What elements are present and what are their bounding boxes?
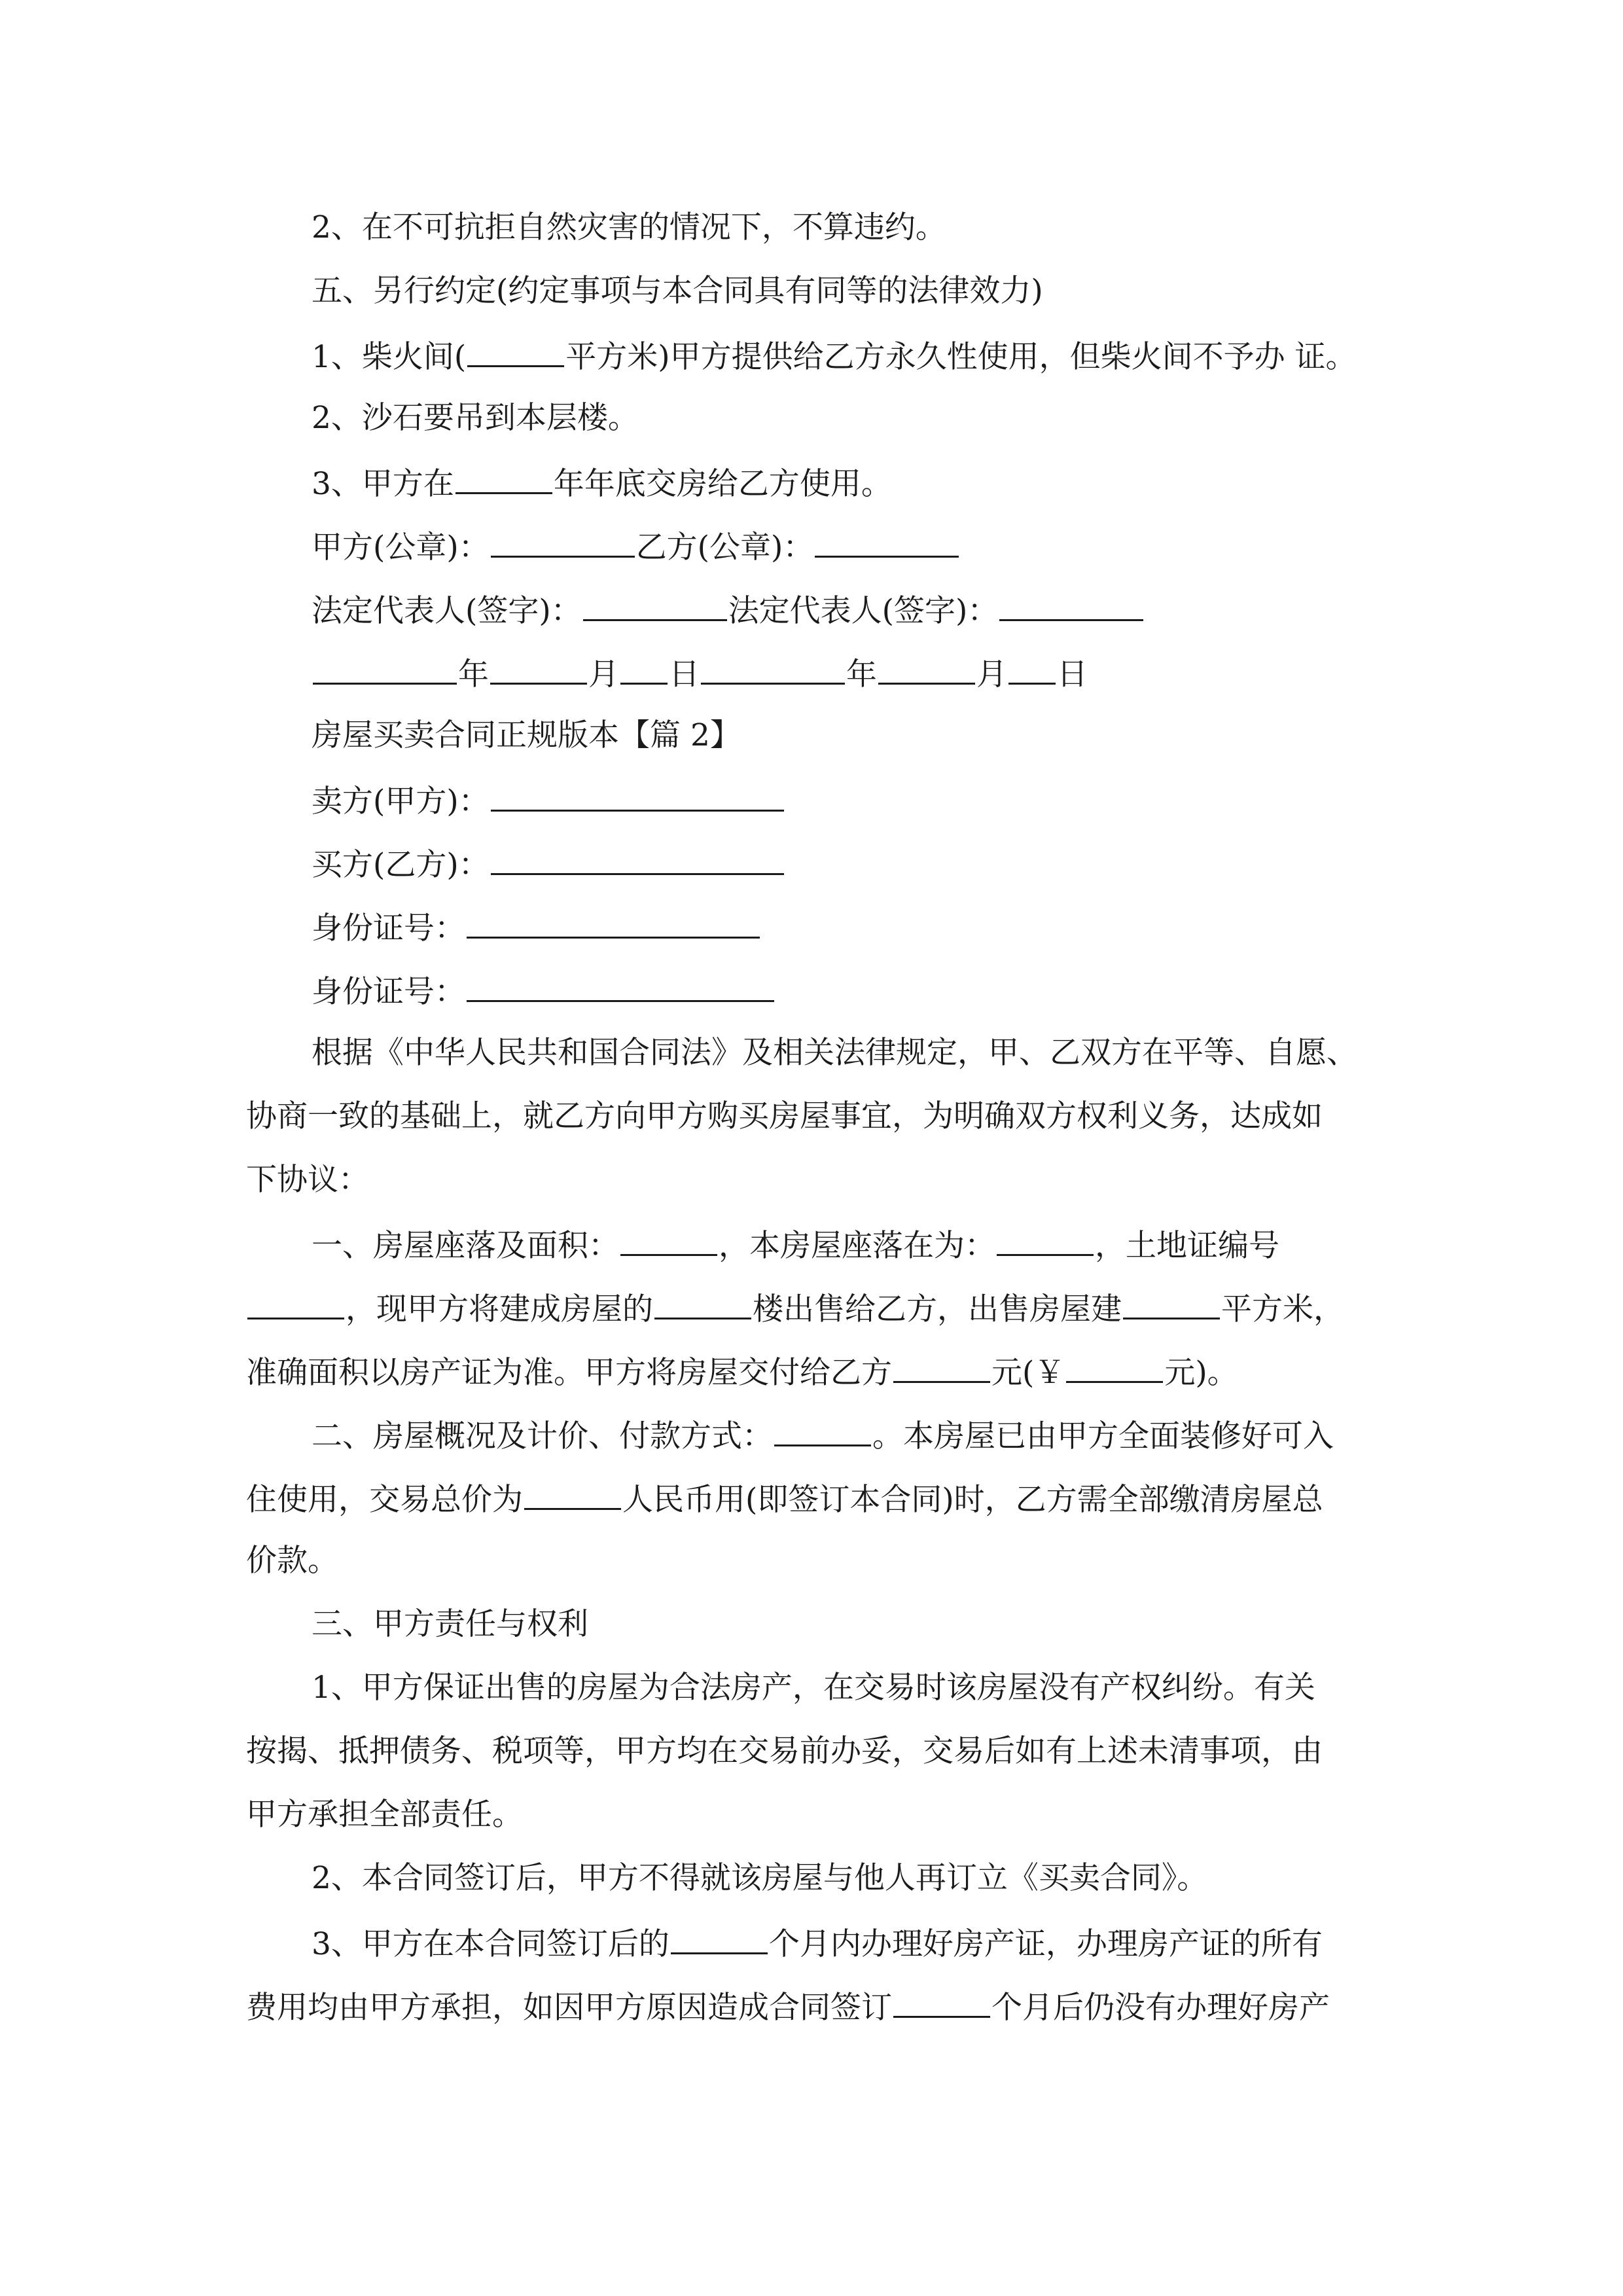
text-line: [312, 589, 1145, 631]
line-text: 二、房屋概况及计价、付款方式：: [312, 1418, 773, 1454]
blank-field: [467, 970, 774, 1002]
text-line: [312, 843, 785, 885]
section-heading: [312, 1605, 588, 1644]
line-text: ，土地证编号: [1095, 1228, 1279, 1264]
text-line: [246, 1986, 1330, 2028]
blank-field: [491, 780, 784, 812]
text-line: [312, 208, 946, 247]
blank-field: [1123, 1287, 1220, 1319]
text-line: [246, 1351, 1238, 1393]
line-text: 根据《中华人民共和国合同法》及相关法律规定，甲、乙双方在平等、自愿、: [312, 1035, 1357, 1071]
text-line: [312, 1033, 1357, 1073]
line-text: 住使用，交易总价为: [246, 1482, 523, 1518]
line-text: 准确面积以房产证为准。甲方将房屋交付给乙方: [246, 1355, 892, 1391]
text-line: [312, 906, 761, 948]
blank-field: [671, 1922, 768, 1954]
line-text: 法定代表人(签字)：: [728, 593, 999, 629]
blank-field: [701, 653, 845, 685]
line-text: 1、柴火间(: [312, 339, 467, 375]
blank-field: [893, 1986, 990, 2018]
text-line: [312, 1922, 1323, 1964]
line-text: 价款。: [246, 1543, 338, 1579]
line-text: 协商一致的基础上，就乙方向甲方购买房屋事宜，为明确双方权利义务，达成如: [246, 1098, 1323, 1134]
blank-field: [583, 589, 727, 621]
line-text: 乙方(公章)：: [635, 529, 814, 565]
line-text: 房屋买卖合同正规版本【篇 2】: [312, 717, 741, 753]
line-text: 年: [846, 656, 877, 692]
text-line: [312, 272, 1043, 311]
line-text: 楼出售给乙方，出售房屋建: [753, 1291, 1122, 1327]
text-line: [312, 1414, 1334, 1456]
text-line: [312, 970, 776, 1012]
blank-field: [490, 653, 587, 685]
blank-field: [467, 906, 760, 939]
line-text: 个月后仍没有办理好房产: [991, 1990, 1330, 2026]
text-line: [246, 1732, 1323, 1771]
line-text: 年年底交房给乙方使用。: [553, 466, 892, 502]
blank-field: [455, 462, 552, 494]
line-text: 3、甲方在: [312, 466, 454, 502]
blank-field: [815, 526, 959, 558]
line-text: 卖方(甲方)：: [312, 783, 490, 819]
text-line: [246, 1541, 338, 1581]
line-text: ，本房屋座落在为：: [719, 1228, 995, 1264]
line-text: 平方米，: [1221, 1291, 1344, 1327]
line-text: 月: [976, 656, 1007, 692]
section-title: [312, 716, 741, 755]
line-text: 3、甲方在本合同签订后的: [312, 1926, 669, 1962]
blank-field: [654, 1287, 751, 1319]
line-text: 月: [588, 656, 619, 692]
line-text: 费用均由甲方承担，如因甲方原因造成合同签订: [246, 1990, 892, 2026]
line-text: 1、甲方保证出售的房屋为合法房产，在交易时该房屋没有产权纠纷。有关: [312, 1670, 1315, 1706]
line-text: 三、甲方责任与权利: [312, 1606, 588, 1642]
line-text: 身份证号：: [312, 910, 465, 946]
text-line: [312, 399, 639, 438]
text-line: [312, 1224, 1279, 1266]
line-text: 。本房屋已由甲方全面装修好可入: [872, 1418, 1334, 1454]
line-text: ，现甲方将建成房屋的: [346, 1291, 653, 1327]
text-line: [312, 1668, 1315, 1708]
text-line: [246, 1160, 369, 1200]
blank-field: [524, 1478, 621, 1510]
blank-field: [491, 843, 784, 875]
line-text: 个月内办理好房产证，办理房产证的所有: [768, 1926, 1323, 1962]
blank-field: [878, 653, 975, 685]
line-text: 五、另行约定(约定事项与本合同具有同等的法律效力): [312, 273, 1043, 309]
line-text: 甲方承担全部责任。: [246, 1797, 523, 1833]
text-line: [312, 526, 960, 567]
line-text: 按揭、抵押债务、税项等，甲方均在交易前办妥，交易后如有上述未清事项，由: [246, 1733, 1323, 1769]
blank-field: [1008, 653, 1056, 685]
line-text: 2、沙石要吊到本层楼。: [312, 400, 639, 436]
blank-field: [313, 653, 457, 685]
text-line: [246, 1478, 1323, 1520]
blank-field: [491, 526, 635, 558]
text-line: [312, 780, 785, 821]
blank-field: [893, 1351, 990, 1383]
line-text: 元(￥: [991, 1355, 1065, 1391]
line-text: 2、在不可抗拒自然灾害的情况下，不算违约。: [312, 209, 946, 245]
line-text: 2、本合同签订后，甲方不得就该房屋与他人再订立《买卖合同》。: [312, 1860, 1208, 1896]
blank-field: [247, 1287, 344, 1319]
blank-field: [1066, 1351, 1163, 1383]
line-text: 下协议：: [246, 1162, 369, 1198]
text-line: [312, 335, 1357, 377]
text-line: [246, 1097, 1323, 1136]
date-line: [312, 653, 1088, 694]
line-text: 日: [669, 656, 700, 692]
text-line: [312, 1859, 1207, 1898]
blank-field: [997, 1224, 1094, 1256]
line-text: 身份证号：: [312, 974, 465, 1010]
line-text: 法定代表人(签字)：: [312, 593, 582, 629]
blank-field: [999, 589, 1143, 621]
line-text: 甲方(公章)：: [312, 529, 490, 565]
blank-field: [620, 1224, 717, 1256]
text-line: [246, 1795, 523, 1835]
line-text: 元)。: [1164, 1355, 1238, 1391]
text-line: [312, 462, 892, 504]
line-text: 日: [1057, 656, 1088, 692]
blank-field: [467, 335, 564, 367]
blank-field: [774, 1414, 871, 1446]
line-text: 买方(乙方)：: [312, 847, 490, 883]
text-line: [246, 1287, 1344, 1329]
line-text: 平方米)甲方提供给乙方永久性使用，但柴火间不予办 证。: [565, 339, 1357, 375]
line-text: 一、房屋座落及面积：: [312, 1228, 619, 1264]
line-text: 人民币用(即签订本合同)时，乙方需全部缴清房屋总: [622, 1482, 1323, 1518]
blank-field: [620, 653, 668, 685]
line-text: 年: [458, 656, 489, 692]
